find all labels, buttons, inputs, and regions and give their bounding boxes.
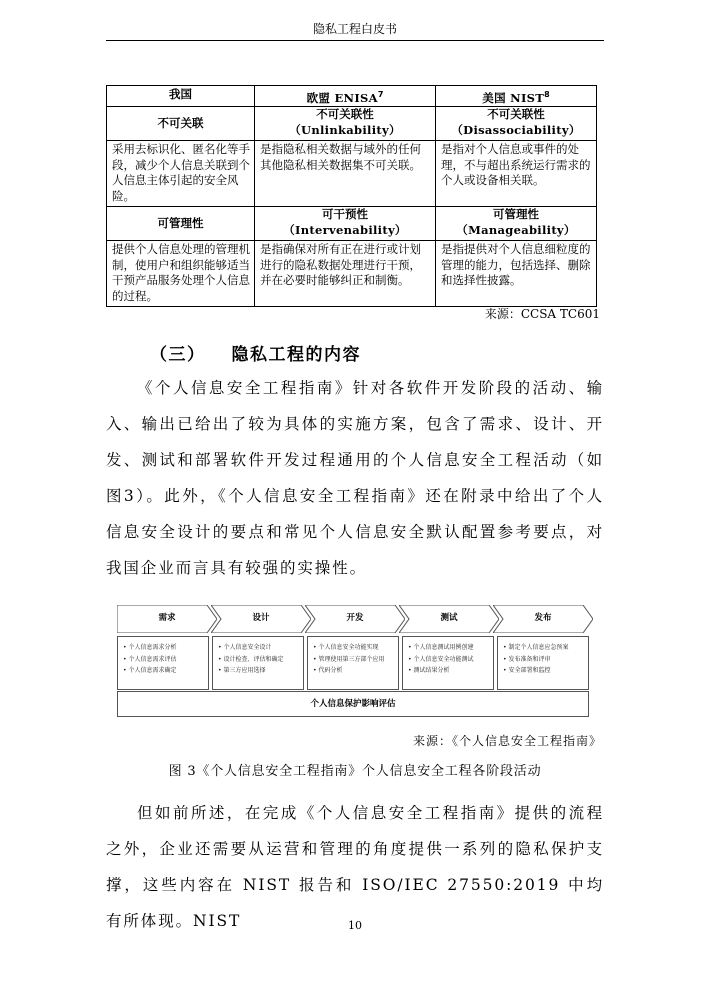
stage-arrow [117, 605, 217, 633]
stage-label: 开发 [346, 613, 364, 623]
stage-label: 设计 [252, 613, 270, 623]
activity-item: • 代码分析 [313, 665, 395, 677]
table-term-row [107, 207, 597, 241]
column-header-china: 我国 [107, 86, 255, 107]
term-cell: 不可关联性 （Unlinkability） [255, 107, 436, 141]
body-paragraph: 但如前所述，在完成《个人信息安全工程指南》提供的流程之外，企业还需要从运营和管理的角度提供一系列的隐私保护支撑，这些内容在 NIST 报告和 ISO/IEC 27550:2019 中均有所体现。NIST [106, 804, 604, 930]
activity-item: • 测试结果分析 [408, 665, 490, 677]
stage-label: 需求 [158, 613, 176, 623]
stage-activities [212, 636, 304, 690]
header-rule [106, 40, 604, 41]
stage-label: 测试 [440, 613, 458, 623]
figure-source: 来源：《个人信息安全工程指南》 [412, 734, 602, 748]
running-header: 隐私工程白皮书 [312, 22, 397, 36]
activity-item: • 发布准备和评审 [503, 654, 585, 666]
description-cell: 是指对个人信息或事件的处理，不与超出系统运行需求的个人或设备相关联。 [436, 141, 597, 207]
table-header-row [107, 86, 597, 107]
table-source: 来源：CCSA TC601 [484, 307, 600, 321]
activity-item: • 个人信息安全功能实现 [313, 642, 395, 654]
activity-item: • 个人信息需求评估 [123, 654, 205, 666]
stage-activities [402, 636, 494, 690]
stage-arrow [305, 605, 405, 633]
term-cell: 可管理性 （Manageability） [436, 207, 597, 241]
stage-arrow [399, 605, 499, 633]
table-row [107, 141, 597, 207]
activity-item: • 个人信息需求分析 [123, 642, 205, 654]
stage-label: 发布 [534, 613, 552, 623]
stage-activities [117, 636, 209, 690]
stage-arrow [211, 605, 311, 633]
stage-arrow [493, 605, 593, 633]
description-cell: 是指确保对所有正在进行或计划进行的隐私数据处理进行干预，并在必要时能够纠正和制衡。 [255, 241, 436, 307]
column-header-enisa: 欧盟 ENISA$^7$ [255, 86, 436, 107]
body-paragraph: 《个人信息安全工程指南》针对各软件开发阶段的活动、输入、输出已给出了较为具体的实施方案，包含了需求、设计、开发、测试和部署软件开发过程通用的个人信息安全工程活动（如图3）。此外，《个人信息安全工程指南》还在附录中给出了个人信息安全设计的要点和常见个人信息安全默认配置参考要点，对我国企业而言具有较强的实操性。 [106, 379, 604, 577]
activity-item: • 个人信息测试用例创建 [408, 642, 490, 654]
activity-item: • 第三方应用选择 [218, 665, 300, 677]
activity-item: • 制定个人信息应急预案 [503, 642, 585, 654]
section-heading [150, 340, 361, 365]
description-cell: 是指提供对个人信息细粒度的管理的能力，包括选择、删除和选择性披露。 [436, 241, 597, 307]
impact-assessment-bar: 个人信息保护影响评估 [117, 691, 589, 717]
description-cell: 采用去标识化、匿名化等手段，减少个人信息关联到个人信息主体引起的安全风险。 [107, 141, 255, 207]
stage-activities [307, 636, 399, 690]
activity-item: • 安全部署和监控 [503, 665, 585, 677]
activity-item: • 管理使用第三方部个应用 [313, 654, 395, 666]
page-number: 10 [348, 919, 362, 932]
activity-item: • 个人信息安全设计 [218, 642, 300, 654]
activity-item: • 个人信息安全功能测试 [408, 654, 490, 666]
comparison-table [106, 85, 597, 307]
process-diagram [117, 605, 595, 717]
activity-item: • 设计检查、评估和确定 [218, 654, 300, 666]
term-cell: 不可关联性 （Disassociability） [436, 107, 597, 141]
description-cell: 提供个人信息处理的管理机制，使用户和组织能够适当干预产品服务处理个人信息的过程。 [107, 241, 255, 307]
section-title: 隐私工程的内容 [231, 345, 361, 365]
figure-caption: 图 3《个人信息安全工程指南》个人信息安全工程各阶段活动 [168, 764, 542, 779]
table-term-row [107, 107, 597, 141]
term-cell: 可干预性 （Intervenability） [255, 207, 436, 241]
activity-item: • 个人信息需求确定 [123, 665, 205, 677]
description-cell: 是指隐私相关数据与域外的任何其他隐私相关数据集不可关联。 [255, 141, 436, 207]
term-cell: 不可关联 [107, 107, 255, 141]
column-header-nist: 美国 NIST$^8$ [436, 86, 597, 107]
term-cell: 可管理性 [107, 207, 255, 241]
stage-activities [497, 636, 589, 690]
section-number: （三） [150, 345, 206, 365]
table-row [107, 241, 597, 307]
